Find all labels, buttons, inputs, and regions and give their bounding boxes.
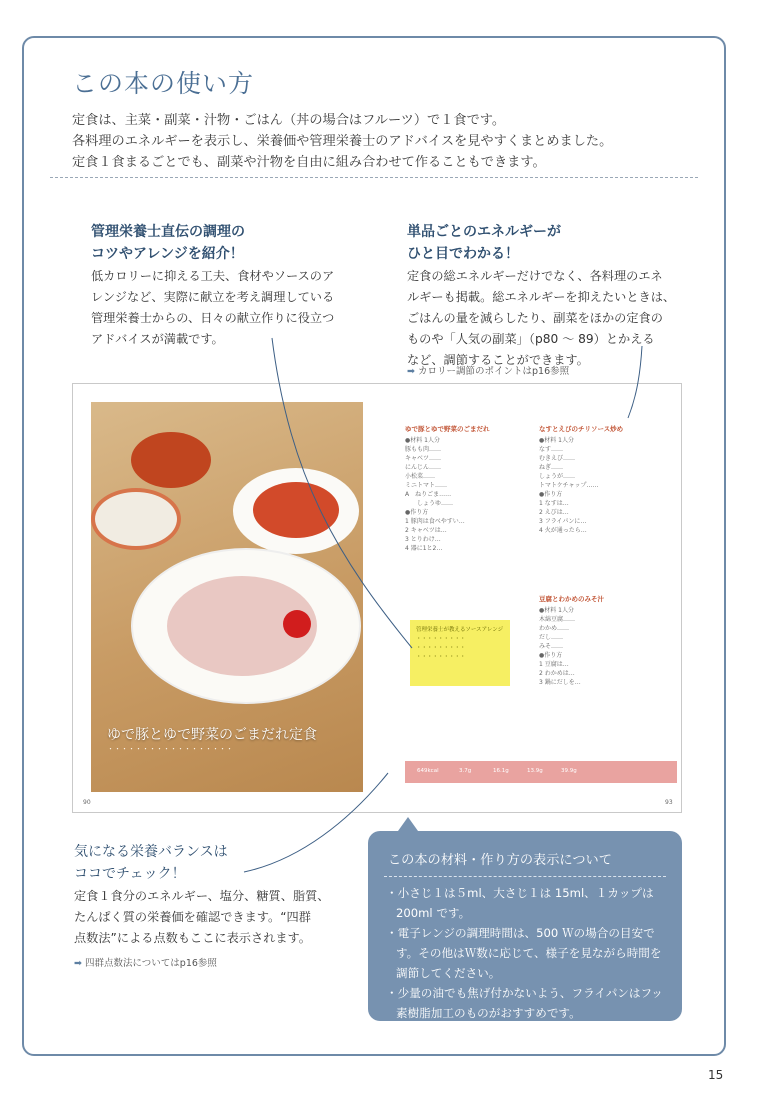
notes-item: ・小さじ１は５ml、大さじ１は 15ml、１カップは 200ml です。 — [386, 886, 654, 920]
notes-box — [368, 831, 682, 1021]
body-line: たんぱく質の栄養価を確認できます。“四群 — [74, 910, 311, 924]
callout-bottom-heading-line: 気になる栄養バランスは — [74, 844, 228, 860]
photo-caption: ・・・・・・・・・・・・・・・・・・ — [107, 745, 233, 753]
nutrition-bar — [405, 761, 677, 783]
intro-line-3: 定食１食まるごとでも、副菜や汁物を自由に組み合わせて作ることもできます。 — [72, 155, 546, 170]
intro-line-1: 定食は、主菜・副菜・汁物・ごはん（丼の場合はフルーツ）で１食です。 — [72, 113, 506, 128]
recipe-title: ゆで豚とゆで野菜のごまだれ — [405, 425, 490, 433]
notes-item: ・電子レンジの調理時間は、500 Ｗの場合の目安です。その他はＷ数に応じて、様子を見ながら時間を調節してください。 — [386, 926, 662, 980]
nutrition-value: 649kcal — [417, 768, 439, 774]
recipe-ingredients: ●材料 1人分 なす…… むきえび…… ねぎ…… しょうが…… トマトケチャップ…… ●作り方 1 なすは… 2 えびは… 3 フライパンに… 4 火が通ったら… — [539, 437, 599, 534]
section-divider — [50, 177, 698, 178]
nutrition-value: 16.1g — [493, 768, 509, 774]
callout-right-body — [407, 266, 677, 371]
main-plate — [131, 548, 361, 704]
nutrition-value: 13.9g — [527, 768, 543, 774]
callout-right-ref — [407, 363, 569, 377]
notes-divider — [384, 876, 666, 877]
callout-left-heading-line: コツやアレンジを紹介！ — [91, 246, 244, 262]
soup-bowl — [131, 432, 211, 488]
side-plate — [233, 468, 359, 554]
intro-text — [72, 110, 712, 173]
tomato — [283, 610, 311, 638]
sample-page-number: 90 — [83, 799, 91, 806]
callout-left-body — [91, 266, 351, 350]
recipe-ingredients: ●材料 1人分 木綿豆腐…… わかめ…… だし…… みそ…… ●作り方 1 豆腐は… 2 わかめは… 3 鍋にだしを… — [539, 607, 581, 686]
body-line: 低カロリーに抑える工夫、食材やソースのア — [91, 269, 335, 283]
body-line: ものや「人気の副菜」（p80 ～ 89）とかえる — [407, 332, 655, 346]
recipe-ingredients: ●材料 1人分 豚もも肉…… キャベツ…… にんじん…… 小松菜…… ミニトマト…… A ねりごま…… しょうゆ…… ●作り方 1 豚肉は食べやすい… 2 キャベツは… 3 とりわけ… 4 器に1と2… — [405, 437, 465, 552]
intro-line-2: 各料理のエネルギーを表示し、栄養価や管理栄養士のアドバイスを見やすくまとめました。 — [72, 134, 613, 149]
callout-bottom-heading-line: ココでチェック！ — [74, 866, 186, 882]
recipe-title: なすとえびのチリソース炒め — [539, 425, 624, 433]
sample-page-spread — [72, 383, 682, 813]
callout-left-heading — [91, 221, 245, 265]
body-line: 定食１食分のエネルギー、塩分、糖質、脂質、 — [74, 889, 330, 903]
body-line: アドバイスが満載です。 — [91, 332, 224, 346]
ref-text: カロリー調節のポイントはp16参照 — [418, 366, 570, 377]
nutrition-value: 39.9g — [561, 768, 577, 774]
advice-sticky-note: 管理栄養士が教えるソースアレンジ ・・・・・・・・・ ・・・・・・・・・ ・・・・・・・・・ — [410, 620, 510, 686]
photo-title: ゆで豚とゆで野菜のごまだれ定食 — [107, 727, 317, 743]
callout-right-heading-line: 単品ごとのエネルギーが — [407, 224, 561, 240]
callout-right-heading-line: ひと目でわかる！ — [407, 246, 519, 262]
arrow-right-icon: ➡ — [74, 958, 82, 969]
chili-shrimp — [253, 482, 339, 538]
body-line: など、調節することができます。 — [407, 353, 589, 367]
body-line: ルギーも掲載。総エネルギーを抑えたいときは、 — [407, 290, 676, 304]
notes-heading: この本の材料・作り方の表示について — [388, 853, 612, 868]
body-line: 点数法”による点数もここに表示されます。 — [74, 931, 311, 945]
arrow-right-icon: ➡ — [407, 366, 415, 377]
callout-bottom-heading — [74, 841, 228, 885]
callout-right-heading — [407, 221, 561, 265]
nutrition-value: 3.7g — [459, 768, 472, 774]
rice-bowl — [91, 488, 181, 550]
page-number: 15 — [708, 1068, 724, 1082]
ref-text: 四群点数法についてはp16参照 — [85, 958, 217, 969]
body-line: ごはんの量を減らしたり、副菜をほかの定食の — [407, 311, 663, 325]
page-title: この本の使い方 — [72, 69, 255, 98]
callout-bottom-body — [74, 886, 344, 949]
callout-left-heading-line: 管理栄養士直伝の調理の — [91, 224, 245, 240]
body-line: 定食の総エネルギーだけでなく、各料理のエネ — [407, 269, 663, 283]
meal-photo — [91, 402, 363, 792]
notes-item: ・少量の油でも焦げ付かないよう、フライパンはフッ素樹脂加工のものがおすすめです。 — [386, 986, 663, 1020]
recipe-title: 豆腐とわかめのみそ汁 — [539, 595, 604, 603]
callout-bottom-ref — [74, 955, 217, 969]
body-line: レンジなど、実際に献立を考え調理している — [91, 290, 335, 304]
notes-list — [386, 883, 670, 1023]
sample-page-number: 93 — [665, 799, 673, 806]
body-line: 管理栄養士からの、日々の献立作りに役立つ — [91, 311, 335, 325]
